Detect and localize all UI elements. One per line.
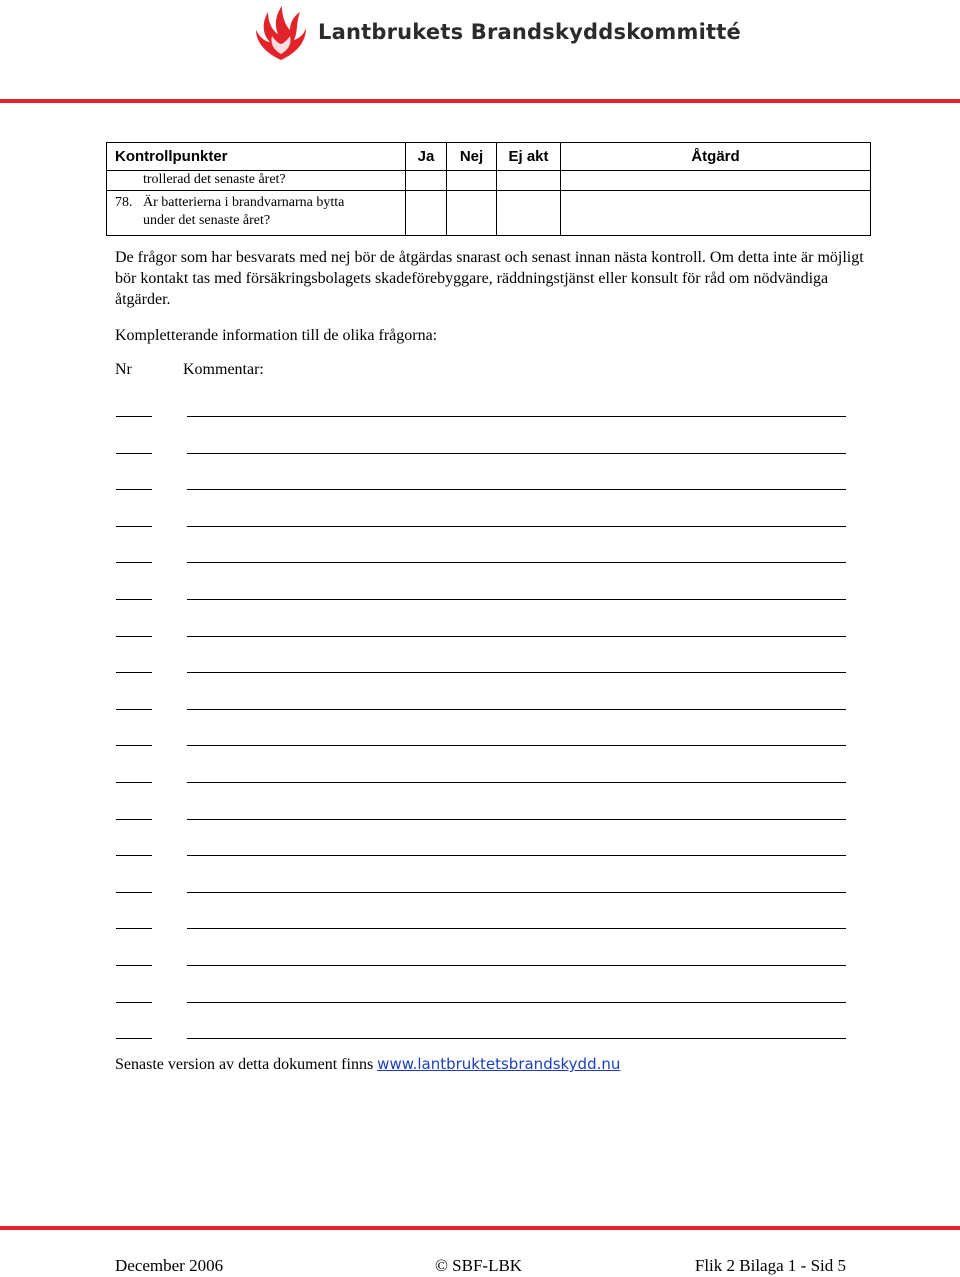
question-number: 78.: [115, 195, 133, 210]
comment-entry-line[interactable]: [187, 928, 846, 929]
nr-entry-line[interactable]: [116, 965, 152, 966]
comment-entry-line[interactable]: [187, 672, 846, 673]
column-header: Kontrollpunkter: [107, 143, 406, 171]
version-note: [115, 1055, 620, 1074]
column-header: Ja: [406, 143, 447, 171]
nr-entry-line[interactable]: [116, 819, 152, 820]
nr-entry-line[interactable]: [116, 928, 152, 929]
nr-entry-line[interactable]: [116, 489, 152, 490]
table-header-row: [107, 143, 871, 171]
nr-entry-line[interactable]: [116, 745, 152, 746]
nej-cell[interactable]: [447, 191, 497, 236]
nr-entry-line[interactable]: [116, 416, 152, 417]
footer-date: December 2006: [115, 1256, 224, 1275]
ja-cell[interactable]: [406, 171, 447, 191]
nr-entry-line[interactable]: [116, 1002, 152, 1003]
nej-cell[interactable]: [447, 171, 497, 191]
question-text: trollerad det senaste året?: [143, 172, 286, 187]
nr-entry-line[interactable]: [116, 636, 152, 637]
table-row: [107, 171, 871, 191]
nr-entry-line[interactable]: [116, 526, 152, 527]
comment-entry-line[interactable]: [187, 453, 846, 454]
comment-entry-line[interactable]: [187, 1002, 846, 1003]
nr-entry-line[interactable]: [116, 562, 152, 563]
nr-entry-line[interactable]: [116, 672, 152, 673]
question-text: Är batterierna i brandvarnarna bytta: [143, 195, 345, 210]
table-row: [107, 191, 871, 236]
comment-entry-line[interactable]: [187, 416, 846, 417]
comment-entry-line[interactable]: [187, 709, 846, 710]
nr-entry-line[interactable]: [116, 709, 152, 710]
comment-entry-line[interactable]: [187, 782, 846, 783]
comment-entry-line[interactable]: [187, 855, 846, 856]
ja-cell[interactable]: [406, 191, 447, 236]
website-link[interactable]: www.lantbruktetsbrandskydd.nu: [377, 1055, 621, 1073]
comment-entry-line[interactable]: [187, 562, 846, 563]
comment-label: Kommentar:: [183, 361, 264, 378]
ej-akt-cell[interactable]: [497, 191, 561, 236]
phoenix-logo-icon: [250, 4, 312, 62]
comment-entry-line[interactable]: [187, 965, 846, 966]
comment-entry-line[interactable]: [187, 1038, 846, 1039]
nr-entry-line[interactable]: [116, 892, 152, 893]
column-header: Åtgärd: [561, 143, 871, 171]
comment-entry-line[interactable]: [187, 489, 846, 490]
organization-name: Lantbrukets Brandskyddskommitté: [318, 20, 741, 44]
version-note-text: Senaste version av detta dokument finns: [115, 1056, 378, 1073]
nr-label: Nr: [115, 361, 132, 378]
nr-entry-line[interactable]: [116, 1038, 152, 1039]
page-header: [0, 0, 960, 100]
checklist-table: [106, 142, 871, 236]
instructions-paragraph: De frågor som har besvarats med nej bör de åtgärdas snarast och senast innan nästa kontroll. Om detta inte är möjligt bör kontakt tas med försäkringsbolagets skadeförebyggare, räddningstjänst eller konsult för råd om nödvändiga åtgärder.: [115, 249, 864, 308]
question-cell: [107, 171, 406, 191]
question-cell: [107, 191, 406, 236]
ej-akt-cell[interactable]: [497, 171, 561, 191]
column-header: Ej akt: [497, 143, 561, 171]
comment-entry-line[interactable]: [187, 892, 846, 893]
nr-entry-line[interactable]: [116, 599, 152, 600]
atgard-cell[interactable]: [561, 191, 871, 236]
comment-entry-line[interactable]: [187, 819, 846, 820]
nr-entry-line[interactable]: [116, 453, 152, 454]
nr-entry-line[interactable]: [116, 782, 152, 783]
atgard-cell[interactable]: [561, 171, 871, 191]
question-text: under det senaste året?: [143, 213, 271, 228]
footer-copyright: © SBF-LBK: [435, 1256, 523, 1275]
comment-entry-line[interactable]: [187, 526, 846, 527]
column-header: Nej: [447, 143, 497, 171]
question-line: [107, 191, 405, 212]
footer-page: Flik 2 Bilaga 1 - Sid 5: [694, 1256, 846, 1275]
top-divider: [0, 99, 960, 103]
bottom-divider: [0, 1226, 960, 1230]
comment-entry-line[interactable]: [187, 599, 846, 600]
comment-entry-line[interactable]: [187, 636, 846, 637]
supplementary-info-heading: Kompletterande information till de olika frågorna:: [115, 327, 438, 344]
comment-entry-line[interactable]: [187, 745, 846, 746]
nr-entry-line[interactable]: [116, 855, 152, 856]
